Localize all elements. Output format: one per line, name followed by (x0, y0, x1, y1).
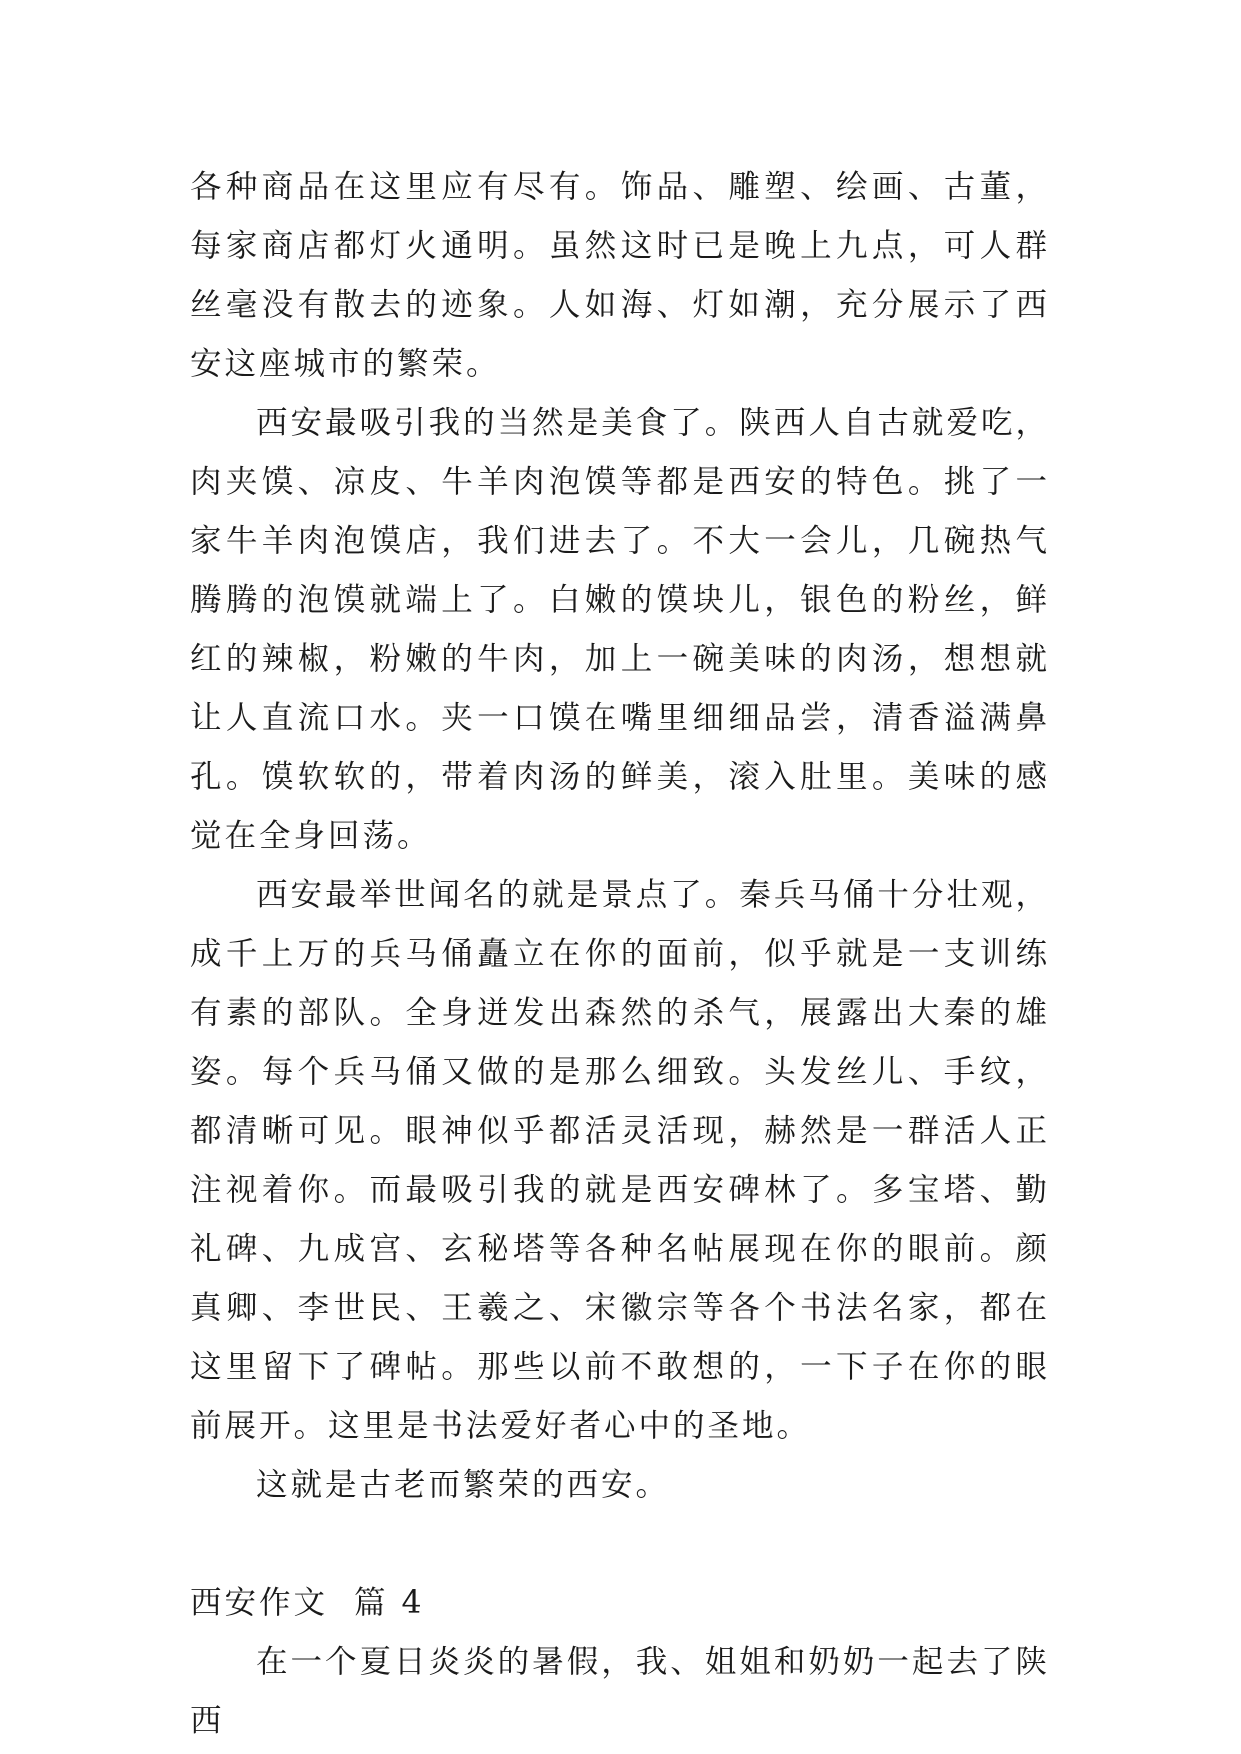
paragraph-food: 西安最吸引我的当然是美食了。陕西人自古就爱吃，肉夹馍、凉皮、牛羊肉泡馍等都是西安的特色。挑了一家牛羊肉泡馍店，我们进去了。不大一会儿，几碗热气腾腾的泡馍就端上了。白嫩的馍块儿，银色的粉丝，鲜红的辣椒，粉嫩的牛肉，加上一碗美味的肉汤，想想就让人直流口水。夹一口馍在嘴里细细品尝，清香溢满鼻孔。馍软软的，带着肉汤的鲜美，滚入肚里。美味的感觉在全身回荡。 (190, 405, 1050, 854)
paragraph-conclusion: 这就是古老而繁荣的西安。 (256, 1467, 671, 1503)
paragraph-continued: 各种商品在这里应有尽有。饰品、雕塑、绘画、古董，每家商店都灯火通明。虽然这时已是晚上九点，可人群丝毫没有散去的迹象。人如海、灯如潮，充分展示了西安这座城市的繁荣。 (190, 169, 1050, 382)
document-body (190, 158, 1050, 1751)
paragraph-next: 在一个夏日炎炎的暑假，我、姐姐和奶奶一起去了陕西 (190, 1644, 1050, 1739)
section-heading: 西安作文 篇 4 (190, 1585, 425, 1621)
paragraph-sights: 西安最举世闻名的就是景点了。秦兵马俑十分壮观，成千上万的兵马俑矗立在你的面前，似乎就是一支训练有素的部队。全身迸发出森然的杀气，展露出大秦的雄姿。每个兵马俑又做的是那么细致。头发丝儿、手纹，都清晰可见。眼神似乎都活灵活现，赫然是一群活人正注视着你。而最吸引我的就是西安碑林了。多宝塔、勤礼碑、九成宫、玄秘塔等各种名帖展现在你的眼前。颜真卿、李世民、王羲之、宋徽宗等各个书法名家，都在这里留下了碑帖。那些以前不敢想的，一下子在你的眼前展开。这里是书法爱好者心中的圣地。 (190, 877, 1050, 1444)
